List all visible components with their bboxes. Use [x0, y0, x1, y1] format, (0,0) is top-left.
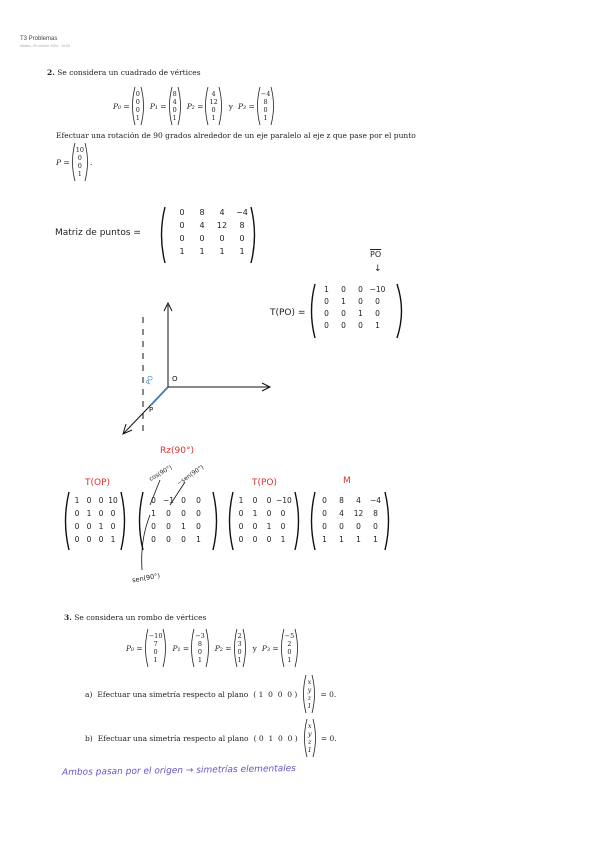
paren-right	[384, 490, 392, 552]
p3-p0-label: P₀ =	[126, 643, 143, 653]
p3-p1-vector: −3 8 0 1	[195, 632, 205, 664]
p3a-label: a)	[85, 689, 93, 699]
m-matrix: 0 8 4 −4 0 4 12 8 0 0 0 0 1 1 1 1	[322, 496, 382, 544]
po-label: $\overline{PO}$	[370, 250, 382, 259]
paren-left	[62, 490, 70, 552]
paren-right	[242, 628, 248, 668]
p2-p2-vector: 4 12 0 1	[209, 90, 218, 122]
p3-p2-vector: 2 3 0 1	[237, 632, 242, 664]
paren-right	[396, 282, 406, 340]
problem-2-point-p	[56, 140, 92, 184]
matrix-product	[62, 490, 392, 552]
po-vector-label: PO	[144, 374, 155, 386]
arrow-down-icon: ↓	[374, 264, 382, 274]
problem-3b	[85, 716, 337, 760]
t-op-label: T(OP)	[85, 478, 111, 488]
p3-p3-label: P₃ =	[261, 643, 279, 653]
p3a-vector: x y z 1	[307, 678, 312, 710]
paren-right	[312, 718, 318, 758]
origin-label: O	[172, 375, 178, 383]
matrix-of-points-label: Matriz de puntos =	[55, 228, 141, 238]
problem-3-statement	[64, 613, 206, 622]
paren-right	[140, 86, 146, 126]
p3-conj: y	[252, 643, 257, 653]
p2-p1-vector: 8 4 0 1	[172, 90, 177, 122]
p3b-row: ( 0 1 0 0 )	[253, 733, 298, 743]
t-po-matrix-body: 1 0 0 −10 0 1 0 0 0 0 1 0 0 0 0 1	[324, 285, 386, 330]
p2-p3-vector: −4 8 0 1	[260, 90, 271, 122]
cos-label: cos(90°)	[147, 464, 174, 483]
point-p-label: P	[149, 406, 154, 414]
paren-right	[294, 628, 300, 668]
sin-label: sen(90°)	[131, 571, 161, 585]
p3-p1-label: P₁ =	[172, 643, 190, 653]
annotation-pointers	[130, 470, 220, 580]
paren-right	[250, 205, 258, 265]
p3b-vector: x y z 1	[307, 722, 312, 754]
rz-matrix: 0 −1 0 0 1 0 0 0 0 0 1 0 0 0 0 1	[151, 496, 201, 544]
p2-p-end: .	[90, 157, 93, 167]
t-po2-matrix: 1 0 0 −10 0 1 0 0 0 0 1 0 0 0 0 1	[238, 496, 292, 544]
axes-diagram	[110, 295, 280, 445]
problem-3-vertices	[126, 626, 300, 670]
t-po2-label: T(PO)	[252, 478, 278, 488]
p2-p2-label: P₂ =	[186, 101, 204, 111]
m-label: M	[343, 476, 351, 486]
p3a-text: Efectuar una simetría respecto al plano	[97, 689, 249, 699]
po-vector	[151, 387, 168, 405]
t-po-label: T(PO) =	[270, 308, 306, 318]
paren-left	[308, 490, 316, 552]
p3a-eq: = 0.	[320, 689, 337, 699]
p3b-eq: = 0.	[320, 733, 337, 743]
problem-2-statement	[47, 68, 201, 77]
problem-2-text: Se considera un cuadrado de vértices	[57, 68, 201, 77]
handwritten-note: Ambos pasan por el origen → simetrías elementales	[61, 763, 297, 779]
problem-2-vertices	[113, 84, 343, 128]
problem-2-task: Efectuar una rotación de 90 grados alrededor de un eje paralelo al eje z que pase por el punto	[56, 131, 416, 140]
problem-3-number: 3.	[64, 613, 72, 622]
paren-right	[120, 490, 128, 552]
p2-p0-label: P₀ =	[113, 101, 130, 111]
t-po-matrix	[308, 282, 408, 340]
p2-p-vector: 10 0 0 1	[75, 146, 84, 178]
p2-p1-label: P₁ =	[149, 101, 167, 111]
paren-right	[270, 86, 276, 126]
points-matrix	[158, 205, 258, 265]
p2-p3-label: P₃ =	[238, 101, 255, 111]
problem-3a	[85, 672, 336, 716]
p3a-row: ( 1 0 0 0 )	[253, 689, 298, 699]
paren-right	[311, 674, 317, 714]
paren-right	[205, 628, 211, 668]
paren-right	[294, 490, 302, 552]
paren-left	[308, 282, 316, 340]
minus-sin-label: −sen(90°)	[175, 463, 206, 488]
page-title: T3 Problemas	[20, 36, 58, 42]
t-op-matrix: 1 0 0 10 0 1 0 0 0 0 1 0 0 0 0 1	[74, 496, 118, 544]
p3-p3-vector: −5 2 0 1	[284, 632, 295, 664]
points-matrix-body: 0 8 4 −4 0 4 12 8 0 0 0 0 1 1 1 1	[179, 208, 248, 256]
problem-2-number: 2.	[47, 68, 55, 77]
p2-p0-vector: 0 0 0 1	[135, 90, 140, 122]
rz-label: Rz(90°)	[160, 446, 194, 456]
p3-p0-vector: −10 7 0 1	[148, 632, 163, 664]
problem-3-text: Se considera un rombo de vértices	[74, 613, 207, 622]
p2-conj: y	[228, 101, 234, 111]
p3b-text: Efectuar una simetría respecto al plano	[97, 733, 249, 743]
paren-right	[162, 628, 168, 668]
paren-left	[158, 205, 166, 265]
p3-p2-label: P₂ =	[214, 643, 232, 653]
paren-left	[226, 490, 234, 552]
p2-p-label: P =	[56, 157, 70, 167]
page-subtitle: Martes, 29 octubre 2024 · 19:25	[20, 44, 70, 48]
paren-right	[218, 86, 224, 126]
paren-right	[177, 86, 183, 126]
p3b-label: b)	[85, 733, 93, 743]
